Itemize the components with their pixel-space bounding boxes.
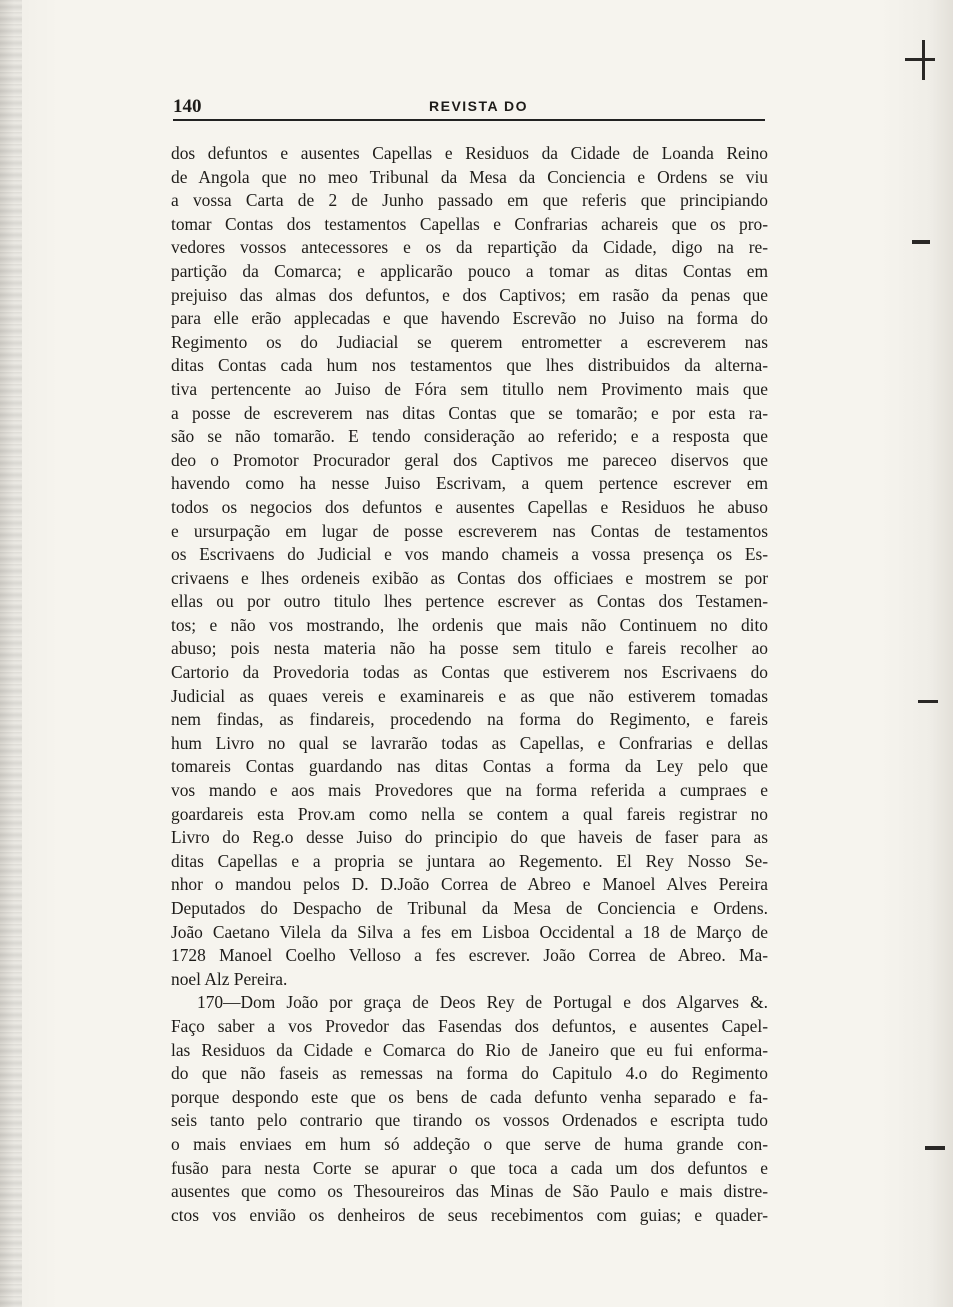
- text-line: vos mando e aos mais Provedores que na forma referida a cumpraes e: [171, 780, 768, 801]
- text-line: a vossa Carta de 2 de Junho passado em que referis que principiando: [171, 190, 768, 211]
- text-line: havendo como ha nesse Juiso Escrivam, a quem pertence escrever em: [171, 473, 768, 494]
- text-line: ellas ou por outro titulo lhes pertence escrever as Contas dos Testamen-: [171, 591, 768, 612]
- text-line: seis tanto pelo contrario que tirando os vossos Ordenados e escripta tudo: [171, 1110, 768, 1131]
- text-line: para elle erão applecadas e que havendo Escrevão no Juiso na forma do: [171, 308, 768, 329]
- text-line: os Escrivaens do Judicial e vos mando chameis a vossa presença os Es-: [171, 544, 768, 565]
- text-line: partição da Comarca; e applicarão pouco a tomar as ditas Contas em: [171, 260, 768, 281]
- margin-mark: [912, 240, 930, 244]
- text-line: ausentes que como os Thesoureiros das Minas de São Paulo e mais distre-: [171, 1181, 768, 1202]
- text-line: tomareis Contas guardando nas ditas Contas a forma da Ley pelo que: [171, 756, 768, 777]
- margin-mark: [925, 1146, 945, 1150]
- header-rule: [173, 119, 765, 121]
- text-line: do que não faseis as remessas na forma do Capitulo 4.o do Regimento: [171, 1063, 768, 1084]
- text-line: las Residuos da Cidade e Comarca do Rio de Janeiro que eu fui enforma-: [171, 1039, 768, 1060]
- page-number: 140: [173, 96, 202, 117]
- text-line: Faço saber a vos Provedor das Fasendas dos defuntos, e ausentes Capel-: [171, 1015, 768, 1036]
- text-line: nhor o mandou pelos D. D.João Correa de Abreo e Manoel Alves Pereira: [171, 874, 768, 895]
- text-line: abuso; pois nesta materia não ha posse sem titulo e fareis recolher ao: [171, 638, 768, 659]
- text-line: deo o Promotor Procurador geral dos Captivos me pareceo diservos que: [171, 449, 768, 470]
- binding-edge-shadow: [0, 0, 22, 1307]
- text-line: goardareis esta Prov.am como nella se contem a qual fareis registrar no: [171, 803, 768, 824]
- text-line: 170—Dom João por graça de Deos Rey de Portugal e dos Algarves &.: [197, 992, 768, 1013]
- text-line: de Angola que no meo Tribunal da Mesa da Conciencia e Ordens se viu: [171, 166, 768, 187]
- text-line: dos defuntos e ausentes Capellas e Residuos da Cidade de Loanda Reino: [171, 143, 768, 163]
- text-line: hum Livro no qual se lavrarão todas as Capellas, e Confrarias e dellas: [171, 732, 768, 753]
- text-line: Cartorio da Provedoria todas as Contas que estiverem nos Escrivaens do: [171, 662, 768, 683]
- text-line: Deputados do Despacho de Tribunal da Mesa de Conciencia e Ordens.: [171, 898, 768, 918]
- page-header: [173, 96, 765, 118]
- text-line: ctos vos envião os denheiros de seus recebimentos com guias; e quader-: [171, 1204, 768, 1225]
- margin-mark: [905, 58, 935, 61]
- text-line: João Caetano Vilela da Silva a fes em Lisboa Occidental a 18 de Março de: [171, 921, 768, 942]
- text-line: vedores vossos antecessores e os da repartição da Cidade, digo na re-: [171, 237, 768, 258]
- text-line: Livro do Reg.o desse Juiso do principio do que haveis de faser para as: [171, 827, 768, 848]
- text-line: Judicial as quaes vereis e examinareis e as que não estiverem tomadas: [171, 685, 768, 706]
- text-line: crivaens e lhes ordeneis exibão as Contas dos officiaes e mostrem se por: [171, 567, 768, 588]
- text-line: tomar Contas dos testamentos Capellas e Confrarias achareis que os pro-: [171, 213, 768, 234]
- running-head: REVISTA DO: [429, 98, 529, 114]
- body-text: [171, 142, 768, 1227]
- text-line: Regimento os do Judiacial se querem entrometter a escreverem nas: [171, 331, 768, 352]
- text-line: prejuiso das almas dos defuntos, e dos Captivos; em rasão da penas que: [171, 284, 768, 305]
- text-line: ditas Contas cada hum nos testamentos que lhes distribuidos da alterna-: [171, 355, 768, 376]
- text-line: nem findas, as findareis, procedendo na forma do Regimento, e fareis: [171, 709, 768, 730]
- text-line: tiva pertencente ao Juiso de Fóra sem titullo nem Provimento mais que: [171, 378, 768, 399]
- text-line: são se não tomarão. E tendo consideração ao referido; e a resposta que: [171, 426, 768, 447]
- text-line: 1728 Manoel Coelho Velloso a fes escrever. João Correa de Abreo. Ma-: [171, 945, 768, 966]
- text-line: noel Alz Pereira.: [171, 968, 288, 989]
- text-line: e ursurpação em lugar de posse escreverem nas Contas de testamentos: [171, 520, 768, 541]
- text-line: tos; e não vos mostrando, lhe ordenis que mais não Continuem no dito: [171, 614, 768, 635]
- text-line: todos os negocios dos defuntos e ausentes Capellas e Residuos he abuso: [171, 496, 768, 517]
- text-line: fusão para nesta Corte se apurar o que toca a cada um dos defuntos e: [171, 1157, 768, 1178]
- text-line: a posse de escreverem nas ditas Contas que se tomarão; e por esta ra-: [171, 402, 768, 423]
- text-line: porque despondo este que os bens de cada defunto venha separado e fa-: [171, 1086, 768, 1107]
- text-line: o mais enviaes em hum só addeção o que serve de huma grande con-: [171, 1133, 768, 1154]
- margin-mark: [918, 700, 938, 703]
- text-line: ditas Capellas e a propria se juntara ao Regemento. El Rey Nosso Se-: [171, 850, 768, 871]
